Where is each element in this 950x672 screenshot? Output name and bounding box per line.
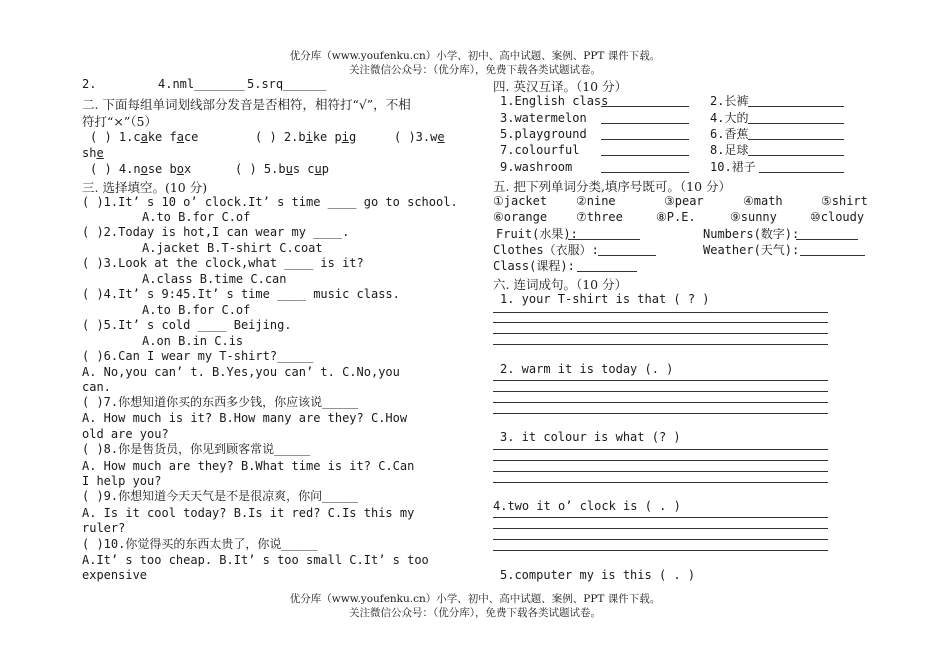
category-numbers: Numbers(数字): [703,227,800,241]
answer-line [493,471,828,472]
category-numbers-blank [796,239,858,240]
question-8-options-cont: I help you? [82,474,162,488]
translate-7-blank [601,155,689,156]
section-2-title: 二. 下面每组单词划线部分发音是否相符，相符打“√”，不相 [82,97,411,112]
answer-line [493,391,828,392]
question-1-options: A.to B.for C.of [142,210,251,224]
question-7: ( )7.你想知道你买的东西多少钱，你应该说_____ [82,395,359,409]
word-9: ⑨sunny [730,210,777,224]
header-line-2: 关注微信公众号：（优分库），免费下载各类试题试卷。 [349,64,601,76]
translate-2: 2.长裤 [710,94,749,108]
answer-line [493,333,828,334]
word-3: ③pear [664,194,704,208]
word-5: ⑤shirt [821,194,868,208]
question-3: ( )3.Look at the clock,what ____ is it? [82,256,364,270]
phonics-q2: ( ) 2.bike pig [255,130,357,144]
answer-line [493,460,828,461]
translate-8-blank [748,155,844,156]
category-clothes: Clothes（衣服）: [493,243,599,257]
translate-9: 9.washroom [500,160,573,174]
left-row1-b: 5.srq______ [247,77,327,91]
left-row1-num: 2. [82,77,97,91]
category-fruit-blank [568,239,640,240]
translate-9-blank [601,172,689,173]
footer-line-1: 优分库（www.youfenku.cn）小学、初中、高中试题、案例、PPT 课件下载。 [289,593,661,605]
category-clothes-blank [598,255,656,256]
section-4-title: 四. 英汉互译。（10 分） [493,79,628,94]
word-10: ⑩cloudy [810,210,865,224]
question-1: ( )1.It’ s 10 o’ clock.It’ s time ____ go to school. [82,195,458,209]
translate-10-blank [759,172,844,173]
answer-line [493,482,828,483]
phonics-q1: ( ) 1.cake face [90,130,199,144]
category-weather-blank [800,255,865,256]
translate-3-blank [601,123,689,124]
translate-2-blank [748,106,844,107]
translate-1: 1.English class [500,94,609,108]
question-6: ( )6.Can I wear my T-shirt?_____ [82,349,314,363]
footer-line-2: 关注微信公众号：（优分库），免费下载各类试题试卷。 [349,607,601,619]
section-3-title: 三. 选择填空。(10 分) [82,180,208,195]
answer-line [493,413,828,414]
question-8: ( )8.你是售货员，你见到顾客常说_____ [82,442,311,456]
question-4-options: A.to B.for C.of [142,303,251,317]
question-5: ( )5.It’ s cold ____ Beijing. [82,318,292,332]
word-4: ④math [743,194,783,208]
phonics-q3-cont: she [82,146,104,160]
word-6: ⑥orange [493,210,548,224]
word-8: ⑧P.E. [656,210,696,224]
section-6-title: 六. 连词成句。（10 分） [493,277,628,292]
category-fruit: Fruit(水果): [496,227,578,241]
word-2: ②nine [576,194,616,208]
translate-7: 7.colourful [500,143,580,157]
word-1: ①jacket [493,194,548,208]
phonics-q3: ( )3.we [394,130,445,144]
phonics-q5: ( ) 5.bus cup [235,162,329,176]
question-7-options: A. How much is it? B.How many are they? C.How [82,411,408,425]
answer-line [493,402,828,403]
translate-8: 8.足球 [710,143,749,157]
question-5-options: A.on B.in C.is [142,334,244,348]
translate-4: 4.大的 [710,111,749,125]
question-9-options: A. Is it cool today? B.Is it red? C.Is this my [82,506,415,520]
question-6-options-cont: can. [82,380,111,394]
translate-6-blank [748,139,844,140]
sentence-5: 5.computer my is this ( . ) [500,568,696,582]
question-3-options: A.class B.time C.can [142,272,287,286]
category-weather: Weather(天气): [703,243,800,257]
question-2: ( )2.Today is hot,I can wear my ____. [82,225,350,239]
header-line-1: 优分库（www.youfenku.cn）小学、初中、高中试题、案例、PPT 课件下载。 [289,50,661,62]
question-7-options-cont: old are you? [82,427,169,441]
question-8-options: A. How much are they? B.What time is it? C.Can [82,459,415,473]
answer-line [493,528,828,529]
answer-line [493,380,828,381]
question-10-options-cont: expensive [82,568,148,582]
section-5-title: 五. 把下列单词分类,填序号既可。（10 分） [493,179,732,194]
sentence-4: 4.two it o’ clock is ( . ) [493,499,681,513]
translate-5-blank [601,139,689,140]
answer-line [493,550,828,551]
answer-line [493,449,828,450]
translate-1-blank [601,106,689,107]
word-7: ⑦three [576,210,623,224]
sentence-3: 3. it colour is what (? ) [500,430,681,444]
answer-line [493,517,828,518]
answer-line [493,312,828,313]
answer-line [493,539,828,540]
question-10-options: A.It’ s too cheap. B.It’ s too small C.It’ s too [82,553,429,567]
question-9-options-cont: ruler? [82,521,126,535]
sentence-2: 2. warm it is today (. ) [500,362,674,376]
left-row1-a: 4.nml_______ [158,77,245,91]
question-9: ( )9.你想知道今天天气是不是很凉爽，你问_____ [82,489,359,503]
section-2-title-cont: 符打“×”（5） [82,114,157,129]
question-4: ( )4.It’ s 9:45.It’ s time ____ music class. [82,287,400,301]
sentence-1: 1. your T-shirt is that ( ? ) [500,292,710,306]
translate-4-blank [748,123,844,124]
category-class: Class(课程): [493,259,575,273]
question-6-options: A. No,you can’ t. B.Yes,you can’ t. C.No,you [82,365,400,379]
translate-3: 3.watermelon [500,111,587,125]
category-class-blank [577,271,637,272]
translate-6: 6.香蕉 [710,127,749,141]
answer-line [493,344,828,345]
question-2-options: A.jacket B.T-shirt C.coat [142,241,323,255]
translate-10: 10.裙子 [710,160,756,174]
answer-line [493,322,828,323]
phonics-q4: ( ) 4.nose box [90,162,192,176]
question-10: ( )10.你觉得买的东西太贵了，你说_____ [82,537,318,551]
translate-5: 5.playground [500,127,587,141]
